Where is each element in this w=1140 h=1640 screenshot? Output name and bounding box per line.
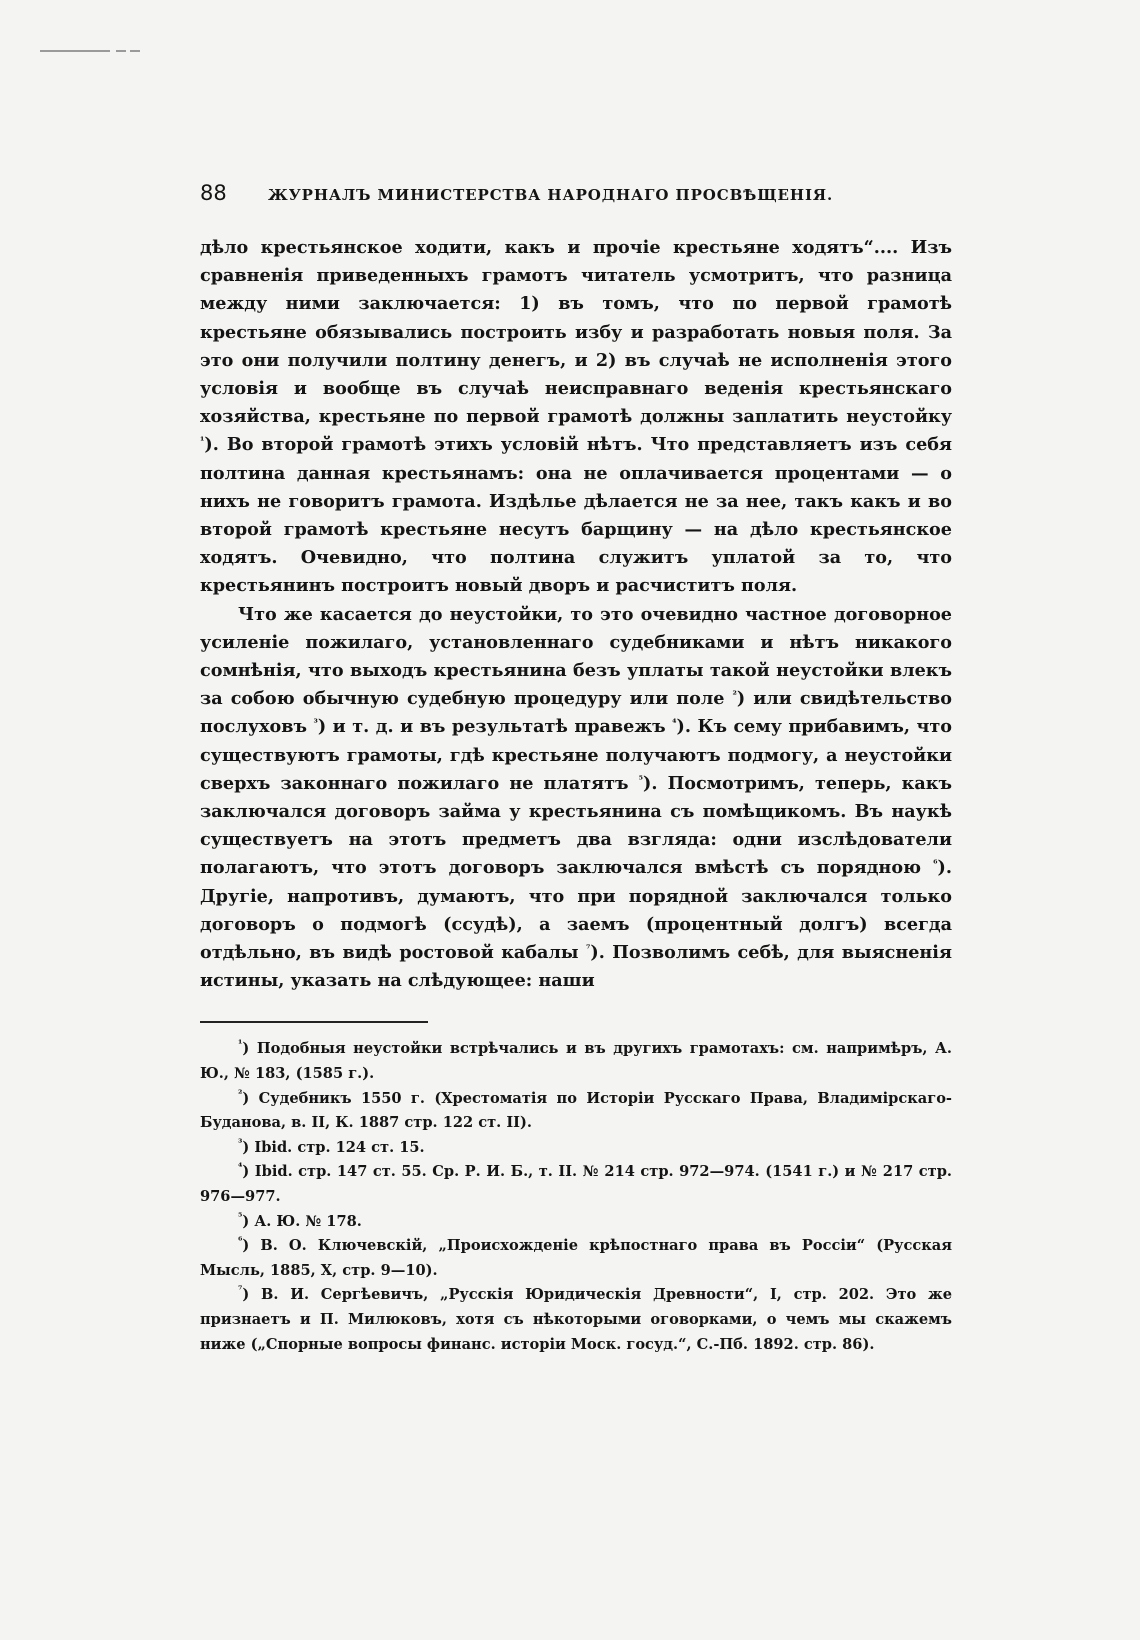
page-header bbox=[200, 178, 952, 214]
footnote bbox=[200, 1234, 952, 1283]
footnote-text: ) А. Ю. № 178. bbox=[242, 1212, 362, 1230]
paragraph bbox=[200, 601, 952, 996]
footnote-mark: ³ bbox=[238, 1137, 243, 1149]
footnote bbox=[200, 1210, 952, 1235]
text-run: Что же касается до неустойки, то это очевидно частное договорное усиленіе пожилаго, установленнаго судебниками и нѣтъ никакого сомнѣнія, что выходъ крестьянина безъ уплаты такой неустойки влекъ за собою обычную судебную процедуру или поле bbox=[200, 603, 952, 710]
scan-margin-mark bbox=[40, 50, 140, 52]
running-title: ЖУРНАЛЪ МИНИСТЕРСТВА НАРОДНАГО ПРОСВѢЩЕНІЯ. bbox=[268, 186, 834, 204]
footnote-ref: ² bbox=[732, 690, 737, 702]
footnote-ref: ⁷ bbox=[585, 944, 591, 956]
page-number: 88 bbox=[200, 181, 227, 205]
text-run: ). Другіе, напротивъ, думаютъ, что при порядной заключался только договоръ о подмогѣ (ссудѣ), а заемъ (процентный долгъ) всегда отдѣльно, въ видѣ ростовой кабалы bbox=[200, 857, 952, 964]
footnote-mark: ⁷ bbox=[238, 1285, 243, 1297]
text-run: ) и т. д. и въ результатѣ правежъ bbox=[317, 716, 673, 738]
footnote-text: ) Ibid. стр. 147 ст. 55. Ср. Р. И. Б., т. II. № 214 стр. 972—974. (1541 г.) и № 217 стр. 976—977. bbox=[200, 1163, 952, 1206]
paragraph bbox=[200, 234, 952, 601]
text-run: дѣло крестьянское ходити, какъ и прочіе крестьяне ходятъ“.... Изъ сравненія приведенныхъ грамотъ читатель усмотритъ, что разница между ними заключается: 1) въ томъ, что по первой грамотѣ крестьяне обязывались построить избу и разработать новыя поля. За это они получили полтину денегъ, и 2) въ случаѣ не исполненія этого условія и вообще въ случаѣ неисправнаго веденія крестьянскаго хозяйства, крестьяне по первой грамотѣ должны заплатить неустойку bbox=[200, 237, 952, 428]
footnote-text: ) Подобныя неустойки встрѣчались и въ другихъ грамотахъ: см. напримѣръ, А. Ю., № 183, (1585 г.). bbox=[200, 1040, 952, 1083]
footnote-ref: ⁶ bbox=[933, 859, 938, 871]
footnote-ref: ³ bbox=[313, 718, 318, 730]
text-run: ). Посмотримъ, теперь, какъ заключался договоръ займа у крестьянина съ помѣщикомъ. Въ наукѣ существуетъ на этотъ предметъ два взгляда: одни изслѣдователи полагаютъ, что этотъ договоръ заключался вмѣстѣ съ порядною bbox=[200, 772, 952, 879]
footnote bbox=[200, 1160, 952, 1209]
text-run: ). Позволимъ себѣ, для выясненія истины, указать на слѣдующее: наши bbox=[200, 942, 952, 992]
footnote-mark: ¹ bbox=[238, 1039, 243, 1051]
footnote-text: ) Судебникъ 1550 г. (Хрестоматія по Исторіи Русскаго Права, Владимірскаго-Буданова, в. II, К. 1887 стр. 122 ст. II). bbox=[200, 1089, 952, 1132]
footnote-ref: ⁵ bbox=[638, 774, 644, 786]
footnote-mark: ⁶ bbox=[238, 1236, 243, 1248]
footnote-mark: ² bbox=[238, 1088, 243, 1100]
footnote bbox=[200, 1136, 952, 1161]
footnote-divider bbox=[200, 1021, 428, 1023]
footnotes bbox=[200, 1037, 952, 1357]
footnote-text: ) Ibid. стр. 124 ст. 15. bbox=[242, 1138, 425, 1156]
footnote-text: ) В. И. Сергѣевичъ, „Русскія Юридическія Древности“, I, стр. 202. Это же признаетъ и П. Милюковъ, хотя съ нѣкоторыми оговорками, о чемъ мы скажемъ ниже („Спорные вопросы финанс. исторіи Моск. госуд.“, С.-Пб. 1892. стр. 86). bbox=[200, 1286, 952, 1353]
footnote-ref: ⁴ bbox=[672, 718, 677, 730]
text-run: ) или свидѣтельство послуховъ bbox=[200, 688, 952, 738]
footnote bbox=[200, 1087, 952, 1136]
footnote-mark: ⁴ bbox=[238, 1162, 243, 1174]
footnote-text: ) В. О. Ключевскій, „Происхожденіе крѣпостнаго права въ Россіи“ (Русская Мысль, 1885, X, стр. 9—10). bbox=[200, 1237, 952, 1279]
text-run: ). Къ сему прибавимъ, что существуютъ грамоты, гдѣ крестьяне получаютъ подмогу, а неустойки сверхъ законнаго пожилаго не платятъ bbox=[200, 716, 952, 794]
footnote bbox=[200, 1283, 952, 1357]
footnote bbox=[200, 1037, 952, 1086]
text-run: ). Во второй грамотѣ этихъ условій нѣтъ. Что представляетъ изъ себя полтина данная крестьянамъ: она не оплачивается процентами — о нихъ не говоритъ грамота. Издѣлье дѣлается не за нее, такъ какъ и во второй грамотѣ крестьяне несутъ барщину — на дѣло крестьянское ходятъ. Очевидно, что полтина служитъ уплатой за то, что крестьянинъ построитъ новый дворъ и расчиститъ поля. bbox=[200, 434, 952, 597]
book-page bbox=[200, 178, 952, 1357]
footnote-mark: ⁵ bbox=[238, 1211, 243, 1223]
footnote-ref: ¹ bbox=[200, 436, 205, 448]
main-text bbox=[200, 234, 952, 995]
